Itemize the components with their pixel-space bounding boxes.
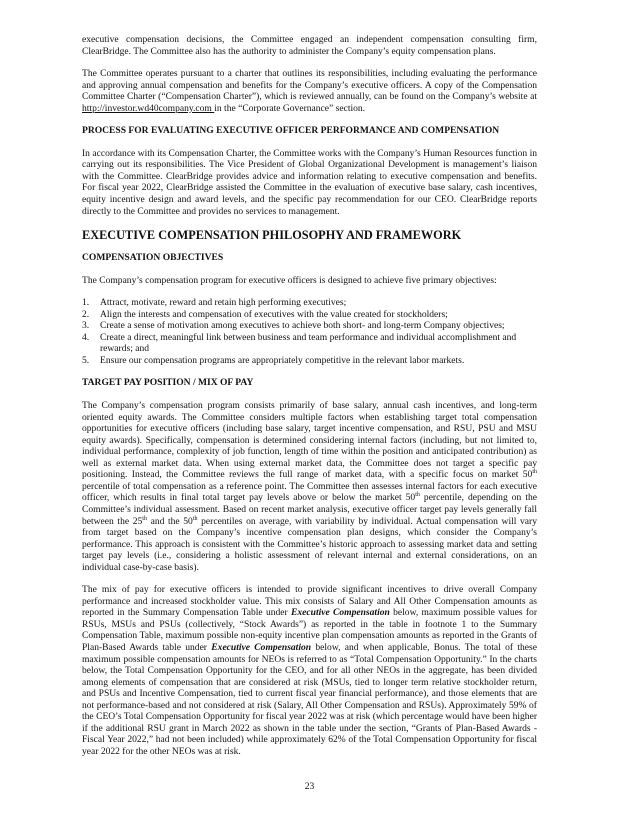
- paragraph-mix-of-pay: The mix of pay for executive officers is intended to provide significant incentives to drive overall Company performance and increased stockholder value. This mix consists of Salary and All Other Compensation amounts as reported in the Summary Compensation Table under Executive Compensation below, maximum possible values for RSUs, MSUs and PSUs (collectively, “Stock Awards”) as reported in the table in footnote 1 to the Summary Compensation Table, maximum possible non-equity incentive plan compensation amounts as reported in the Grants of Plan-Based Awards table under Executive Compensation below, and when applicable, Bonus. The total of these maximum possible compensation amounts for NEOs is referred to as “Total Compensation Opportunity.” In the charts below, the Total Compensation Opportunity for the CEO, and for all other NEOs in the aggregate, has been divided among elements of compensation that are considered at risk (MSUs, tied to longer term relative stockholder return, and PSUs and Incentive Compensation, tied to current fiscal year financial performance), and those elements that are not performance-based and not considered at risk (Salary, All Other Compensation and RSUs). Approximately 59% of the CEO’s Total Compensation Opportunity for fiscal year 2022 was at risk (which percentage would have been higher if the additional RSU grant in March 2022 as shown in the table under the section, “Grants of Plan-Based Awards - Fiscal Year 2022,” had not been included) while approximately 62% of the Total Compensation Opportunity for fiscal year 2022 for the other NEOs was at risk.: [82, 584, 538, 757]
- emphasis-executive-compensation: Executive Compensation: [291, 607, 390, 619]
- heading-target-pay: TARGET PAY POSITION / MIX OF PAY: [82, 377, 254, 389]
- paragraph-charter: [82, 68, 537, 114]
- investor-website-link[interactable]: http://investor.wd40company.com: [82, 102, 215, 114]
- heading-process: PROCESS FOR EVALUATING EXECUTIVE OFFICER PERFORMANCE AND COMPENSATION: [82, 125, 500, 137]
- list-item: 4. Create a direct, meaningful link between business and team performance and individual accomplishment and rewards; and: [82, 331, 517, 355]
- list-item: 5. Ensure our compensation programs are appropriately competitive in the relevant labor markets.: [82, 354, 465, 366]
- paragraph-consultant: executive compensation decisions, the Committee engaged an independent compensation consulting firm, ClearBridge. The Committee also has the authority to administer the Company’s equity compensation plans.: [82, 34, 537, 57]
- heading-objectives: COMPENSATION OBJECTIVES: [82, 252, 224, 264]
- paragraph-objectives-intro: The Company’s compensation program for executive officers is designed to achieve five primary objectives:: [82, 274, 497, 286]
- page-number: 23: [304, 781, 315, 793]
- list-item: 1. Attract, motivate, reward and retain high performing executives;: [82, 297, 347, 309]
- paragraph-target-pay: The Company’s compensation program consists primarily of base salary, annual cash incentives, and long-term oriented equity awards. The Committee considers multiple factors when establishing target total compensation opportunities for executive officers (including base salary, target incentive compensation, and RSU, PSU and MSU equity awards). Specifically, compensation is determined considering internal factors (including, but not limited to, individual performance, complexity of job function, length of time within the position and anticipated contribution) as well as external market data. When using external market data, the Committee does not target a specific pay positioning. Instead, the Committee reviews the full range of market data, with a specific focus on market 50th percentile of total compensation as a reference point. The Committee then assesses internal factors for each executive officer, which results in final total target pay levels above or below the market 50th percentile, depending on the Committee’s individual assessment. Based on recent market analysis, executive officer target pay levels generally fall between the 25th and the 50th percentiles on average, with variability by individual. Actual compensation will vary from target based on the Company’s incentive compensation plan designs, which consider the Company’s performance. This approach is consistent with the Committee’s historic approach to assessing market data and setting target pay levels (i.e., considering a holistic assessment of relevant internal and external considerations, on an individual case-by-case basis).: [82, 400, 537, 573]
- objectives-list: [82, 297, 537, 366]
- heading-philosophy: EXECUTIVE COMPENSATION PHILOSOPHY AND FRAMEWORK: [82, 228, 462, 243]
- list-item: 2. Align the interests and compensation of executives with the value created for stockholders;: [82, 308, 448, 320]
- emphasis-executive-compensation: Executive Compensation: [211, 641, 312, 653]
- charter-text: The Committee operates pursuant to a charter that outlines its responsibilities, including evaluating the performance and approving annual compensation and benefits for the Company’s executive officers. A copy of the Compensation Committee Charter (“Compensation Charter”), which is reviewed annually, can be found on the Company’s website at: [82, 68, 537, 103]
- charter-text-end: in the “Corporate Governance” section.: [214, 102, 366, 114]
- paragraph-process: In accordance with its Compensation Charter, the Committee works with the Company’s Human Resources function in carrying out its responsibilities. The Vice President of Global Organizational Development is management’s liaison with the Committee. ClearBridge provides advice and information relating to executive compensation and benefits. For fiscal year 2022, ClearBridge assisted the Committee in the evaluation of executive base salary, cash incentives, equity incentive design and award levels, and the specific pay recommendation for our CEO. ClearBridge reports directly to the Committee and provides no services to management.: [82, 147, 537, 217]
- list-item: 3. Create a sense of motivation among executives to achieve both short- and long-term Company objectives;: [82, 320, 505, 332]
